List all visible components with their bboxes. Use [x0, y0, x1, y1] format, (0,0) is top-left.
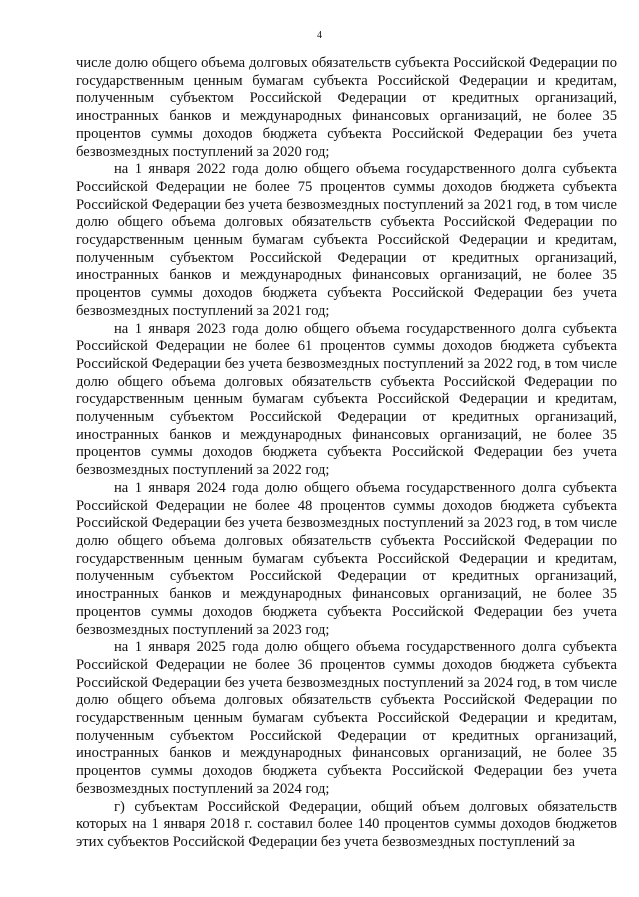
- paragraph-continuation: числе долю общего объема долговых обязательств субъекта Российской Федерации по государственным ценным бумагам субъекта Российской Федерации и кредитам, полученным субъектом Российской Федерации от кредитных организаций, иностранных банков и международных финансовых организаций, не более 35 процентов суммы доходов бюджета субъекта Российской Федерации без учета безвозмездных поступлений за 2020 год;: [76, 55, 617, 160]
- page-number: 4: [317, 30, 322, 41]
- document-body: [76, 55, 617, 852]
- paragraph-2022: на 1 января 2022 года долю общего объема государственного долга субъекта Российской Федерации не более 75 процентов суммы доходов бюджета субъекта Российской Федерации без учета безвозмездных поступлений за 2021 год, в том числе долю общего объема долговых обязательств субъекта Российской Федерации по государственным ценным бумагам субъекта Российской Федерации и кредитам, полученным субъектом Российской Федерации от кредитных организаций, иностранных банков и международных финансовых организаций, не более 35 процентов суммы доходов бюджета субъекта Российской Федерации без учета безвозмездных поступлений за 2021 год;: [76, 161, 617, 319]
- paragraph-2023: на 1 января 2023 года долю общего объема государственного долга субъекта Российской Федерации не более 61 процентов суммы доходов бюджета субъекта Российской Федерации без учета безвозмездных поступлений за 2022 год, в том числе долю общего объема долговых обязательств субъекта Российской Федерации по государственным ценным бумагам субъекта Российской Федерации и кредитам, полученным субъектом Российской Федерации от кредитных организаций, иностранных банков и международных финансовых организаций, не более 35 процентов суммы доходов бюджета субъекта Российской Федерации без учета безвозмездных поступлений за 2022 год;: [76, 320, 617, 479]
- paragraph-2025: на 1 января 2025 года долю общего объема государственного долга субъекта Российской Федерации не более 36 процентов суммы доходов бюджета субъекта Российской Федерации без учета безвозмездных поступлений за 2024 год, в том числе долю общего объема долговых обязательств субъекта Российской Федерации по государственным ценным бумагам субъекта Российской Федерации и кредитам, полученным субъектом Российской Федерации от кредитных организаций, иностранных банков и международных финансовых организаций, не более 35 процентов суммы доходов бюджета субъекта Российской Федерации без учета безвозмездных поступлений за 2024 год;: [76, 639, 617, 797]
- paragraph-2024: на 1 января 2024 года долю общего объема государственного долга субъекта Российской Федерации не более 48 процентов суммы доходов бюджета субъекта Российской Федерации без учета безвозмездных поступлений за 2023 год, в том числе долю общего объема долговых обязательств субъекта Российской Федерации по государственным ценным бумагам субъекта Российской Федерации и кредитам, полученным субъектом Российской Федерации от кредитных организаций, иностранных банков и международных финансовых организаций, не более 35 процентов суммы доходов бюджета субъекта Российской Федерации без учета безвозмездных поступлений за 2023 год;: [76, 479, 617, 638]
- paragraph-item-g: г) субъектам Российской Федерации, общий объем долговых обязательств которых на 1 января 2018 г. составил более 140 процентов суммы доходов бюджетов этих субъектов Российской Федерации без учета безвозмездных поступлений за: [76, 798, 617, 850]
